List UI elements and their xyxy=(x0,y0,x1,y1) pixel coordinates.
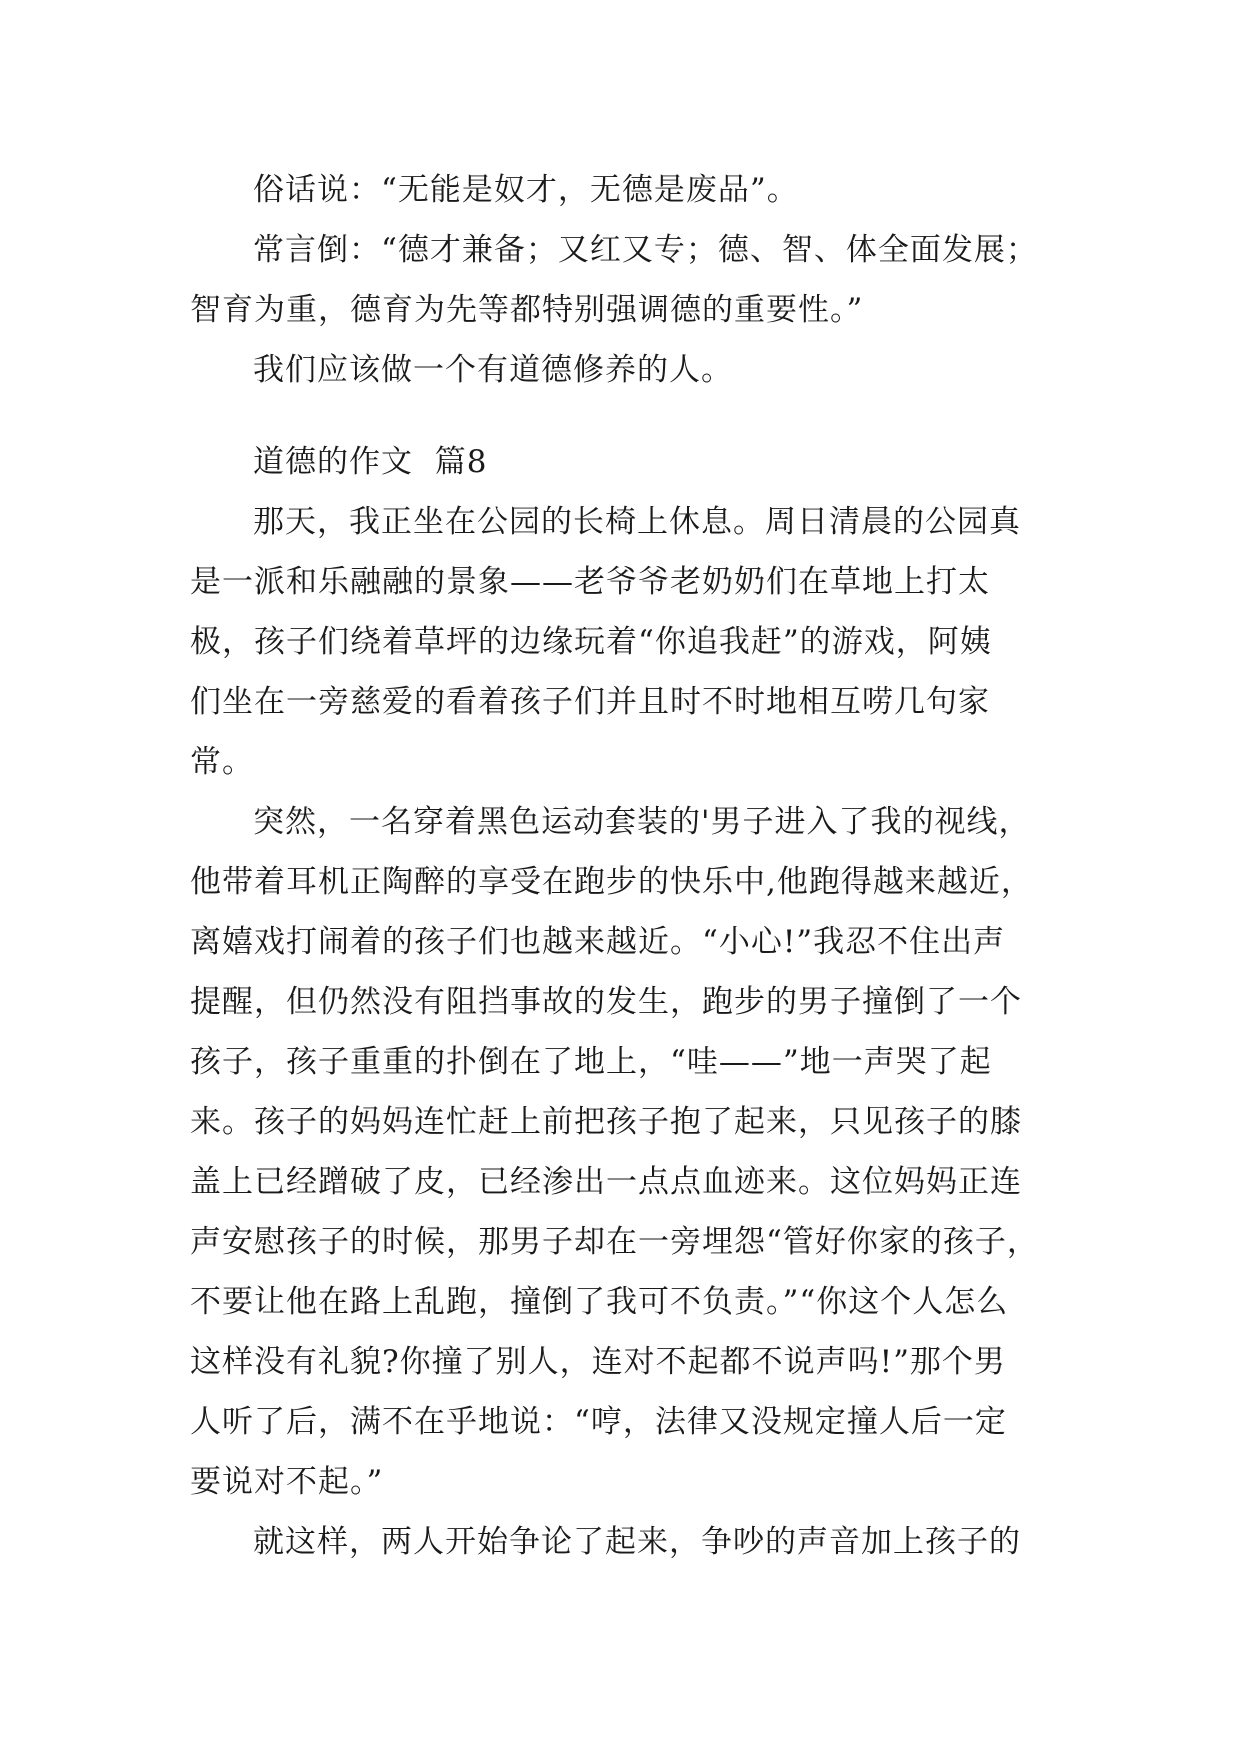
text-line: 常言倒：“德才兼备；又红又专；德、智、体全面发展； xyxy=(253,232,1038,268)
document-page xyxy=(190,160,1070,1572)
text-line: 来。孩子的妈妈连忙赶上前把孩子抱了起来，只见孩子的膝 xyxy=(190,1104,1022,1140)
text-line: 离嬉戏打闹着的孩子们也越来越近。“小心!”我忍不住出声 xyxy=(190,924,1006,960)
text-line: 常。 xyxy=(190,744,254,780)
text-line: 我们应该做一个有道德修养的人。 xyxy=(253,352,733,388)
text-line: 就这样，两人开始争论了起来，争吵的声音加上孩子的 xyxy=(253,1524,1021,1560)
text-line: 孩子，孩子重重的扑倒在了地上，“哇——”地一声哭了起 xyxy=(190,1044,992,1080)
text-line: 他带着耳机正陶醉的享受在跑步的快乐中,他跑得越来越近， xyxy=(190,864,1033,900)
text-line: 极，孩子们绕着草坪的边缘玩着“你追我赶”的游戏，阿姨 xyxy=(190,624,992,660)
text-line: 是一派和乐融融的景象——老爷爷老奶奶们在草地上打太 xyxy=(190,564,990,600)
text-line: 突然，一名穿着黑色运动套装的'男子进入了我的视线， xyxy=(253,804,1031,840)
paragraph-gap xyxy=(190,400,1070,432)
text-line: 声安慰孩子的时候，那男子却在一旁埋怨“管好你家的孩子， xyxy=(190,1224,1039,1260)
text-line: 那天，我正坐在公园的长椅上休息。周日清晨的公园真 xyxy=(253,504,1021,540)
section-title: 道德的作文 篇8 xyxy=(253,444,488,480)
text-line: 盖上已经蹭破了皮，已经渗出一点点血迹来。这位妈妈正连 xyxy=(190,1164,1022,1200)
text-line: 人听了后，满不在乎地说：“哼，法律又没规定撞人后一定 xyxy=(190,1404,1007,1440)
text-line: 们坐在一旁慈爱的看着孩子们并且时不时地相互唠几句家 xyxy=(190,684,990,720)
text-line: 不要让他在路上乱跑，撞倒了我可不负责。”“你这个人怎么 xyxy=(190,1284,1009,1320)
text-line: 这样没有礼貌?你撞了别人，连对不起都不说声吗!”那个男 xyxy=(190,1344,1006,1380)
text-line: 俗话说：“无能是奴才，无德是废品”。 xyxy=(253,172,799,208)
text-line: 智育为重，德育为先等都特别强调德的重要性。” xyxy=(190,292,864,328)
text-line: 要说对不起。” xyxy=(190,1464,384,1500)
text-line: 提醒，但仍然没有阻挡事故的发生，跑步的男子撞倒了一个 xyxy=(190,984,1022,1020)
